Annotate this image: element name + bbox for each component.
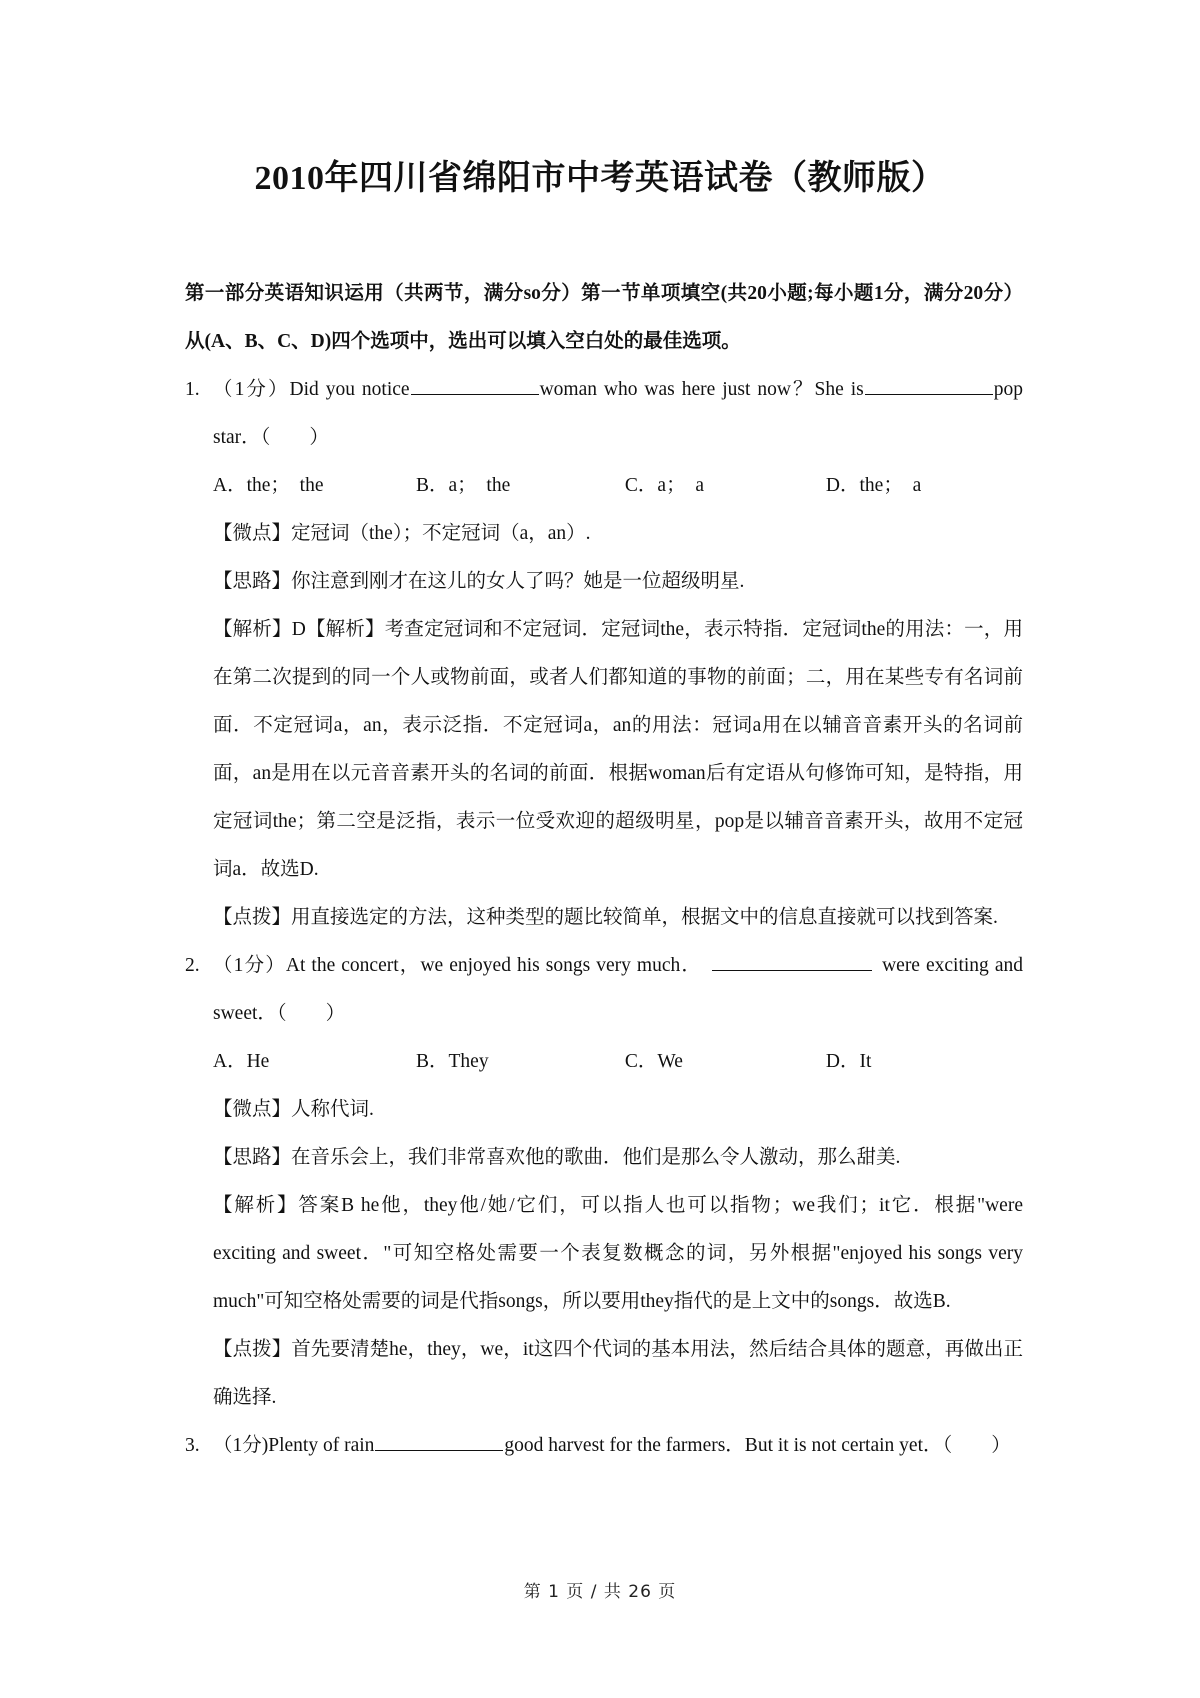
question-stem xyxy=(213,942,1023,1038)
reasoning: 【思路】你注意到刚才在这儿的女人了吗？她是一位超级明星. xyxy=(213,571,745,592)
question-stem xyxy=(213,1422,1023,1470)
question-number: 2. xyxy=(185,955,200,976)
answer-blank xyxy=(375,1430,503,1451)
page-footer: 第 1 页 / 共 26 页 xyxy=(523,1582,677,1602)
option-d: D．the； a xyxy=(825,475,922,496)
answer-options xyxy=(213,462,1023,510)
question-number: 3. xyxy=(185,1435,200,1456)
reasoning: 【思路】在音乐会上，我们非常喜欢他的歌曲．他们是那么令人激动，那么甜美. xyxy=(213,1147,901,1168)
option-a: A．He xyxy=(213,1051,270,1072)
stem-text: （1分）Did you notice xyxy=(213,379,410,400)
option-c: C．a； a xyxy=(624,475,704,496)
knowledge-point: 【微点】人称代词. xyxy=(213,1099,374,1120)
explanation: 【解析】D【解析】考查定冠词和不定冠词．定冠词the，表示特指．定冠词the的用法：一，用在第二次提到的同一个人或物前面，或者人们都知道的事物的前面；二，用在某些专有名词前面．不定冠词a，an，表示泛指．不定冠词a，an的用法：冠词a用在以辅音音素开头的名词前面，an是用在以元音音素开头的名词的前面．根据woman后有定语从句修饰可知，是特指，用定冠词the；第二空是泛指，表示一位受欢迎的超级明星，pop是以辅音音素开头，故用不定冠词a．故选D. xyxy=(213,619,1023,880)
option-d: D．It xyxy=(825,1051,872,1072)
question-1 xyxy=(185,366,1023,942)
stem-text: pop star．（ ） xyxy=(213,379,1023,448)
section-intro: 第一部分英语知识运用（共两节，满分so分）第一节单项填空(共20小题;每小题1分，满分20分）从(A、B、C、D)四个选项中，选出可以填入空白处的最佳选项。 xyxy=(185,283,1023,352)
answer-blank xyxy=(865,374,993,395)
question-number: 1. xyxy=(185,379,200,400)
stem-text: （1分)Plenty of rain xyxy=(213,1435,375,1456)
answer-options xyxy=(213,1038,1023,1086)
tip: 【点拨】首先要清楚he，they，we，it这四个代词的基本用法，然后结合具体的题意，再做出正确选择. xyxy=(213,1339,1023,1408)
explanation: 【解析】答案B he他，they他/她/它们，可以指人也可以指物；we我们；it它．根据"were exciting and sweet．"可知空格处需要一个表复数概念的词，另外根据"enjoyed his songs very much"可知空格处需要的词是代指songs，所以要用they指代的是上文中的songs．故选B. xyxy=(213,1195,1023,1312)
option-b: B．They xyxy=(416,1051,489,1072)
stem-text: （1分）At the concert，we enjoyed his songs very much． xyxy=(213,955,703,976)
document-title: 2010年四川省绵阳市中考英语试卷（教师版） xyxy=(254,160,946,197)
answer-blank xyxy=(411,374,539,395)
tip: 【点拨】用直接选定的方法，这种类型的题比较简单，根据文中的信息直接就可以找到答案. xyxy=(213,907,998,928)
stem-text: woman who was here just now？She is xyxy=(539,379,864,400)
option-b: B．a； the xyxy=(416,475,511,496)
stem-text: good harvest for the farmers．But it is not certain yet．（ ） xyxy=(504,1435,1011,1456)
option-c: C．We xyxy=(624,1051,683,1072)
answer-blank xyxy=(712,950,872,971)
stem-text: were exciting and sweet．（ ） xyxy=(213,955,1023,1024)
document-body xyxy=(185,270,1023,1470)
option-a: A．the； the xyxy=(213,475,324,496)
question-stem xyxy=(213,366,1023,462)
knowledge-point: 【微点】定冠词（the）；不定冠词（a，an）. xyxy=(213,523,591,544)
question-2 xyxy=(185,942,1023,1422)
question-3 xyxy=(185,1422,1023,1470)
